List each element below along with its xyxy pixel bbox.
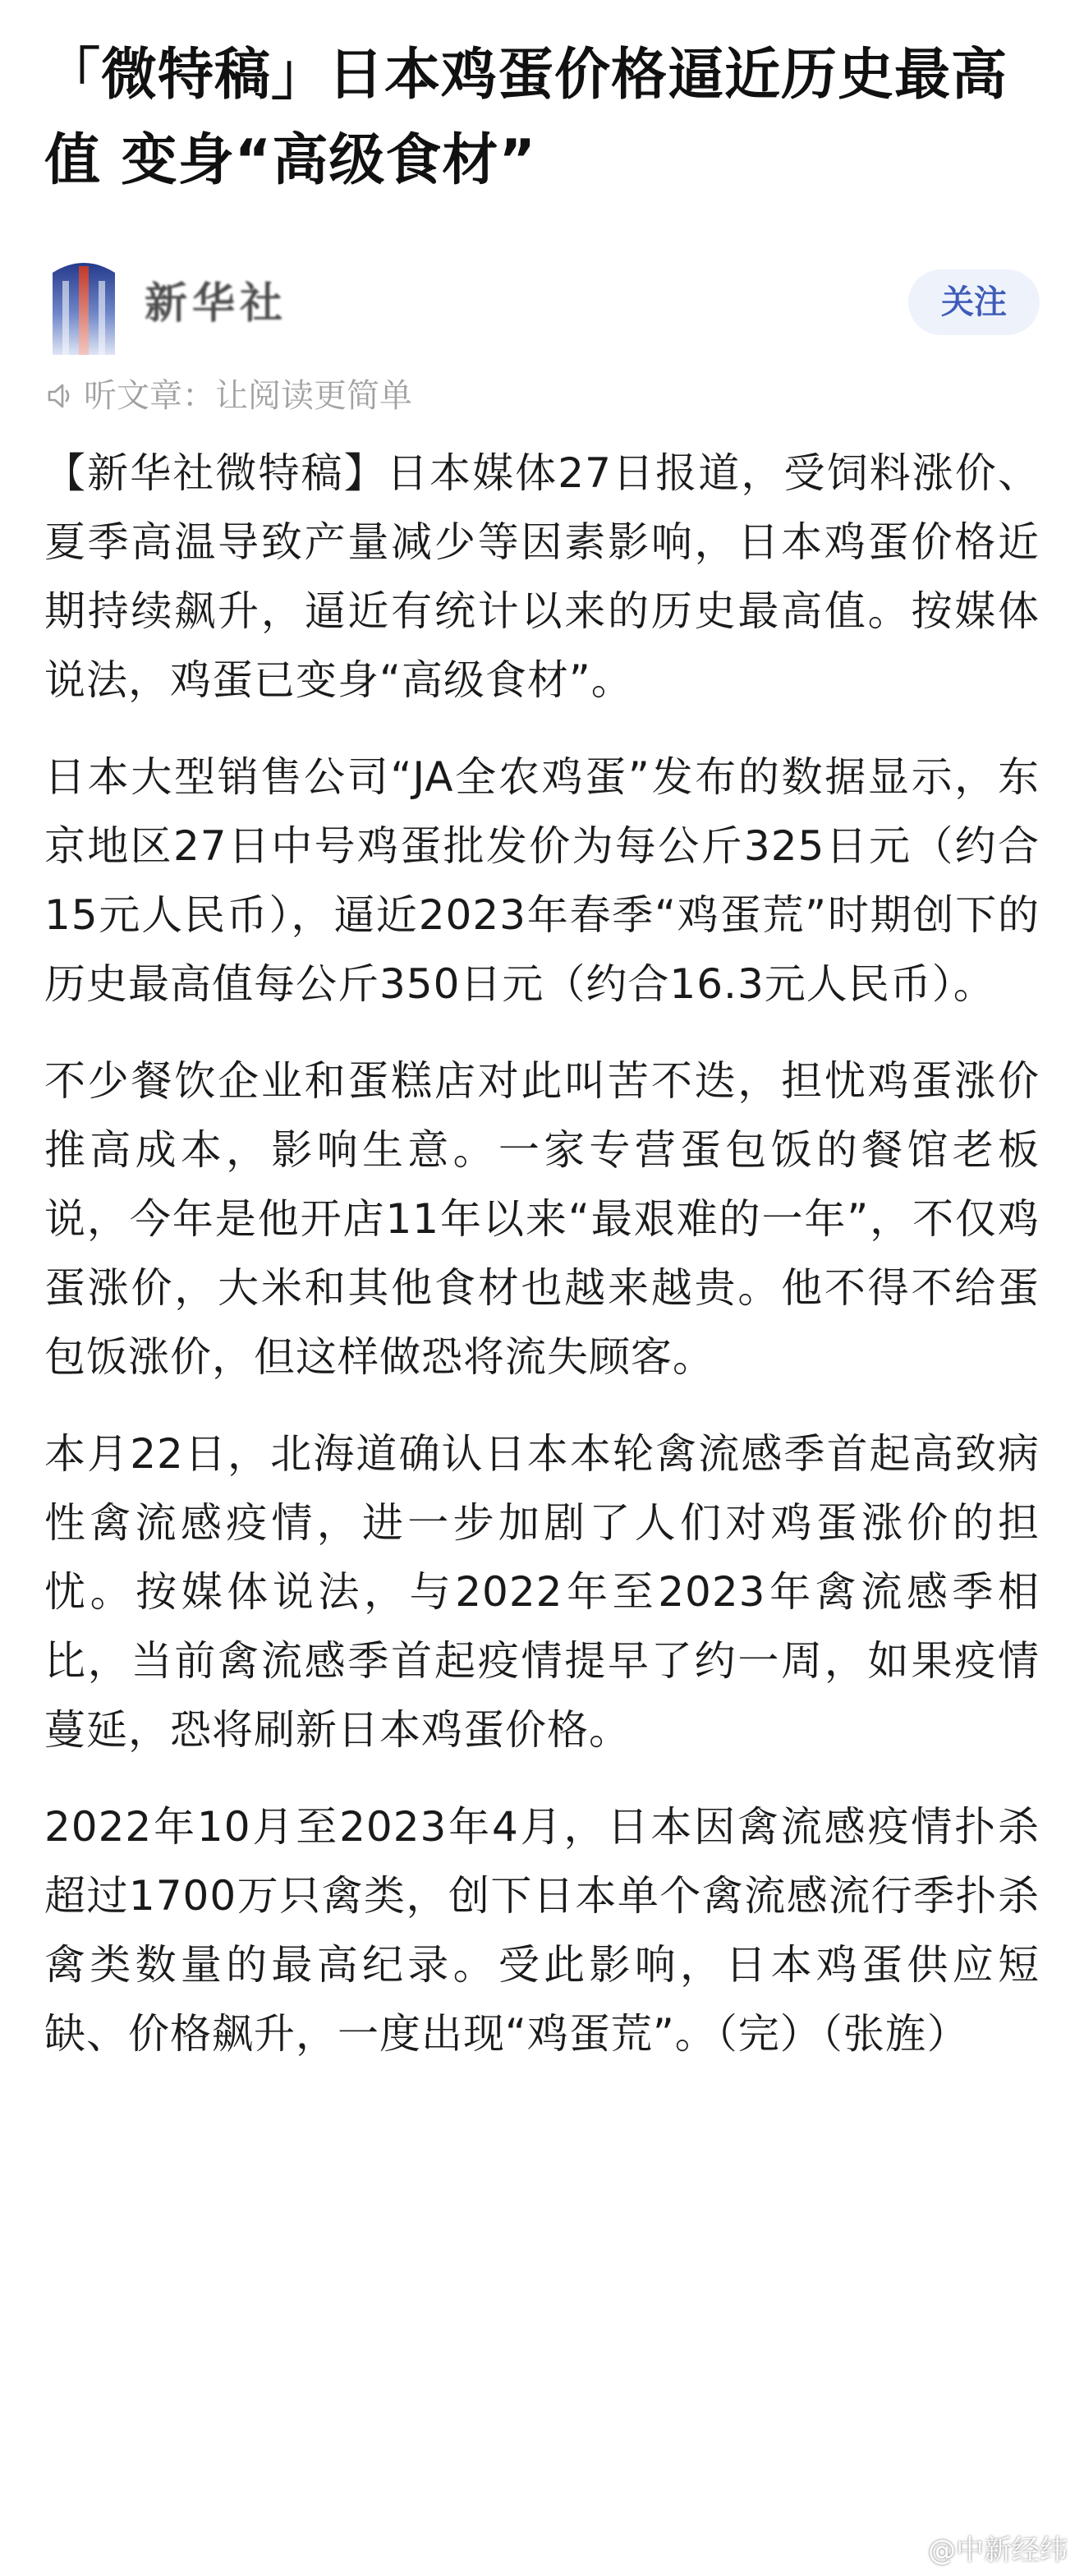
listen-label: 听文章：让阅读更简单 [84, 377, 412, 415]
source-name[interactable]: 新华社 [145, 279, 288, 329]
article-title: 「微特稿」日本鸡蛋价格逼近历史最高值 变身“高级食材” [44, 43, 1008, 193]
article-paragraph: 【新华社微特稿】日本媒体27日报道，受饲料涨价、夏季高温导致产量减少等因素影响，日本鸡蛋价格近期持续飙升，逼近有统计以来的历史最高值。按媒体说法，鸡蛋已变身“高级食材”。 [44, 449, 1040, 704]
article-paragraph: 日本大型销售公司“JA全农鸡蛋”发布的数据显示，东京地区27日中号鸡蛋批发价为每公斤325日元（约合15元人民币），逼近2023年春季“鸡蛋荒”时期创下的历史最高值每公斤350日元（约合16.3元人民币）。 [44, 753, 1040, 1008]
weibo-icon [890, 2534, 923, 2562]
watermark-text: @中新经纬 [928, 2534, 1068, 2567]
article-paragraph: 本月22日，北海道确认日本本轮禽流感季首起高致病性禽流感疫情，进一步加剧了人们对鸡蛋涨价的担忧。按媒体说法，与2022年至2023年禽流感季相比，当前禽流感季首起疫情提早了约一周，如果疫情蔓延，恐将刷新日本鸡蛋价格。 [44, 1430, 1040, 1754]
author-row [44, 248, 1040, 371]
listen-article-row[interactable] [44, 371, 1040, 421]
xinhua-logo-icon[interactable] [44, 248, 123, 360]
article-body [44, 439, 1040, 2068]
follow-button[interactable]: 关注 [908, 269, 1040, 335]
speaker-icon [44, 380, 77, 412]
article-paragraph: 不少餐饮企业和蛋糕店对此叫苦不迭，担忧鸡蛋涨价推高成本，影响生意。一家专营蛋包饭的餐馆老板说，今年是他开店11年以来“最艰难的一年”，不仅鸡蛋涨价，大米和其他食材也越来越贵。他不得不给蛋包饭涨价，但这样做恐将流失顾客。 [44, 1057, 1040, 1381]
article-paragraph: 2022年10月至2023年4月，日本因禽流感疫情扑杀超过1700万只禽类，创下日本单个禽流感流行季扑杀禽类数量的最高纪录。受此影响，日本鸡蛋供应短缺、价格飙升，一度出现“鸡蛋荒”。（完）（张旌） [44, 1803, 1040, 2058]
watermark [890, 2528, 1068, 2568]
